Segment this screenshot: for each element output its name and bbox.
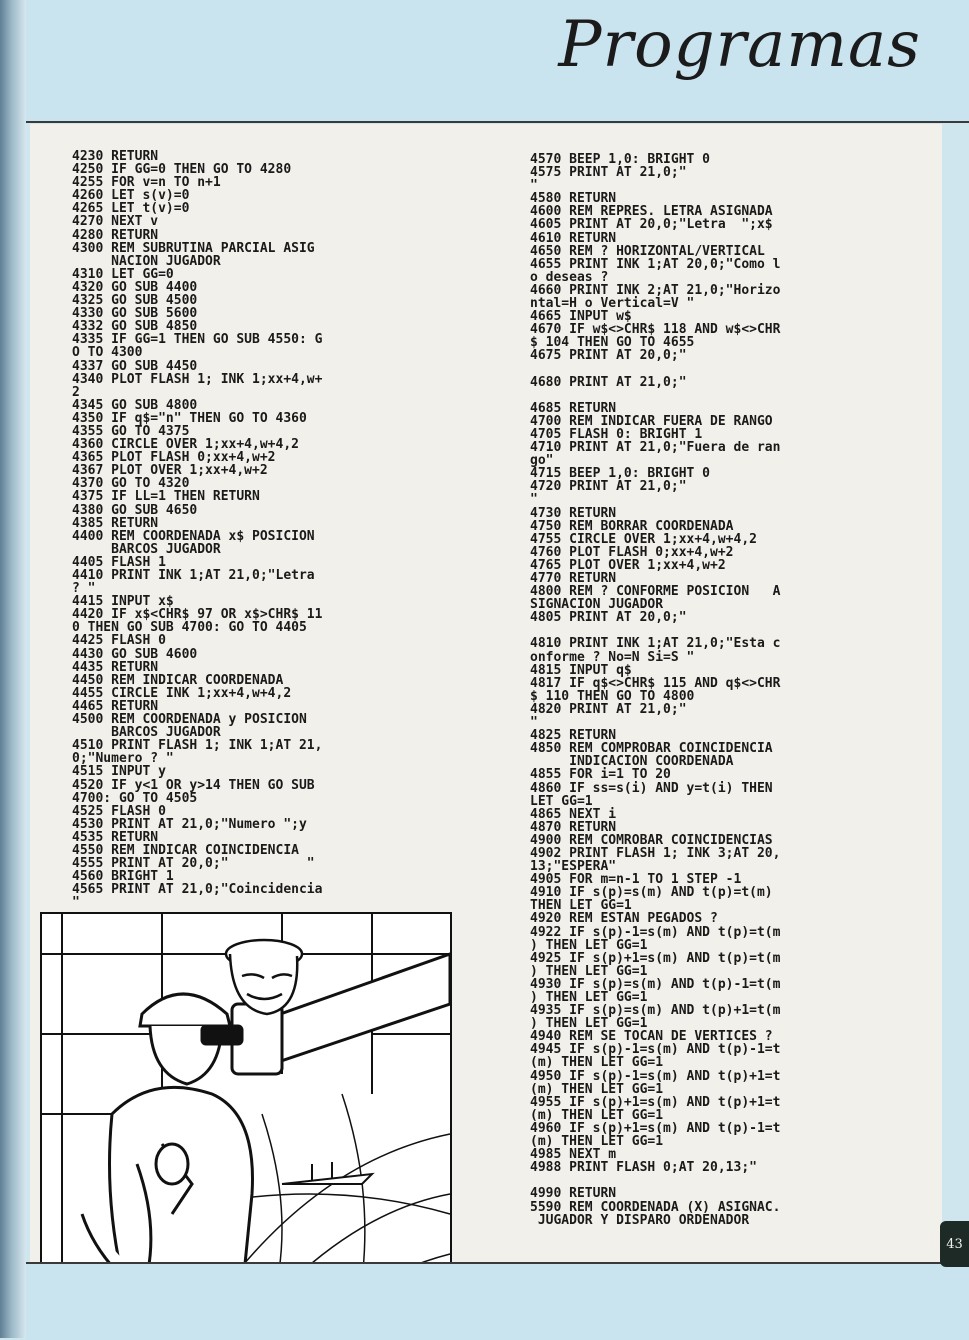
page-footer	[26, 1262, 969, 1340]
code-line: 4500 REM COORDENADA y POSICION	[72, 712, 307, 728]
code-line: 4817 IF q$<>CHR$ 115 AND q$<>CHR	[530, 675, 781, 691]
code-line: 0;"Numero ? "	[72, 751, 174, 767]
code-line: 4530 PRINT AT 21,0;"Numero ";y	[72, 816, 307, 832]
code-line: 4367 PLOT OVER 1;xx+4,w+2	[72, 463, 268, 479]
code-line: 4705 FLASH 0: BRIGHT 1	[530, 426, 703, 442]
code-line: 4580 RETURN	[530, 191, 617, 207]
code-line: (m) THEN LET GG=1	[530, 1055, 664, 1071]
code-line: 4300 REM SUBRUTINA PARCIAL ASIG	[72, 240, 315, 256]
code-line: $ 110 THEN GO TO 4800	[530, 688, 695, 704]
code-line: 4940 REM SE TOCAN DE VERTICES ?	[530, 1029, 773, 1045]
code-line: 4465 RETURN	[72, 698, 159, 714]
code-line: (m) THEN LET GG=1	[530, 1134, 664, 1150]
code-line: 4365 PLOT FLASH 0;xx+4,w+2	[72, 450, 276, 466]
code-line: O TO 4300	[72, 345, 143, 361]
code-line: 4520 IF y<1 OR y>14 THEN GO SUB	[72, 777, 315, 793]
code-line: 4685 RETURN	[530, 400, 617, 416]
code-line: 4905 FOR m=n-1 TO 1 STEP -1	[530, 872, 742, 888]
code-line: 4865 NEXT i	[530, 806, 617, 822]
code-line: 4335 IF GG=1 THEN GO SUB 4550: G	[72, 332, 323, 348]
code-line: 4260 LET s(v)=0	[72, 188, 190, 204]
code-line: JUGADOR Y DISPARO ORDENADOR	[530, 1212, 750, 1228]
code-line: 13;"ESPERA"	[530, 859, 617, 875]
code-line: 4902 PRINT FLASH 1; INK 3;AT 20,	[530, 845, 781, 861]
code-line: 4805 PRINT AT 20,0;"	[530, 610, 687, 626]
code-line: 4950 IF s(p)-1=s(m) AND t(p)+1=t	[530, 1068, 781, 1084]
code-line: 4330 GO SUB 5600	[72, 306, 198, 322]
code-line: 4925 IF s(p)+1=s(m) AND t(p)=t(m	[530, 950, 781, 966]
code-listing-left	[72, 150, 322, 909]
code-line: 4355 GO TO 4375	[72, 423, 190, 439]
code-line: 0 THEN GO SUB 4700: GO TO 4405	[72, 620, 307, 636]
code-line: 4700 REM INDICAR FUERA DE RANGO	[530, 413, 773, 429]
code-line: 4700: GO TO 4505	[72, 790, 198, 806]
code-line: go"	[530, 453, 554, 469]
code-line: 4670 IF w$<>CHR$ 118 AND w$<>CHR	[530, 322, 781, 338]
code-line: 4810 PRINT INK 1;AT 21,0;"Esta c	[530, 636, 781, 652]
code-line: 4375 IF LL=1 THEN RETURN	[72, 489, 260, 505]
code-line: ) THEN LET GG=1	[530, 963, 648, 979]
code-line: 4910 IF s(p)=s(m) AND t(p)=t(m)	[530, 885, 773, 901]
code-line: onforme ? No=N Si=S "	[530, 649, 695, 665]
code-line: 4855 FOR i=1 TO 20	[530, 767, 671, 783]
code-line: o deseas ?	[530, 269, 609, 285]
code-line: 4337 GO SUB 4450	[72, 358, 198, 374]
code-line: 4575 PRINT AT 21,0;"	[530, 165, 687, 181]
code-line: ) THEN LET GG=1	[530, 990, 648, 1005]
code-line: 4400 REM COORDENADA x$ POSICION	[72, 528, 315, 544]
code-line: 4922 IF s(p)-1=s(m) AND t(p)=t(m	[530, 924, 781, 940]
code-line: 4660 PRINT INK 2;AT 21,0;"Horizo	[530, 282, 781, 298]
code-line: 4990 RETURN	[530, 1186, 617, 1202]
code-line: 4435 RETURN	[72, 659, 159, 675]
code-line: 4350 IF q$="n" THEN GO TO 4360	[72, 410, 307, 426]
code-line	[530, 363, 780, 376]
code-line: 4560 BRIGHT 1	[72, 869, 174, 885]
code-line: 4930 IF s(p)=s(m) AND t(p)-1=t(m	[530, 976, 781, 992]
code-line: 4710 PRINT AT 21,0;"Fuera de ran	[530, 440, 781, 456]
code-line: 4380 GO SUB 4650	[72, 502, 198, 518]
code-line: 4525 FLASH 0	[72, 803, 166, 819]
section-title: Programas	[558, 8, 921, 82]
code-line: INDICACION COORDENADA	[530, 754, 734, 770]
code-line: BARCOS JUGADOR	[72, 725, 221, 741]
code-line: "	[530, 715, 538, 731]
code-line: 4665 INPUT w$	[530, 309, 632, 325]
code-line: 4650 REM ? HORIZONTAL/VERTICAL	[530, 243, 765, 259]
code-line: 4340 PLOT FLASH 1; INK 1;xx+4,w+	[72, 371, 323, 387]
page-number: 43	[940, 1221, 969, 1267]
code-line: 4815 INPUT q$	[530, 662, 632, 678]
code-line: 4535 RETURN	[72, 829, 159, 845]
code-line: 4420 IF x$<CHR$ 97 OR x$>CHR$ 11	[72, 607, 323, 623]
header-divider	[26, 121, 969, 123]
code-line: (m) THEN LET GG=1	[530, 1107, 664, 1123]
code-line: 4675 PRINT AT 20,0;"	[530, 348, 687, 364]
code-line: 4510 PRINT FLASH 1; INK 1;AT 21,	[72, 738, 323, 754]
code-line: 4655 PRINT INK 1;AT 20,0;"Como l	[530, 256, 781, 272]
code-line: 4255 FOR v=n TO n+1	[72, 175, 221, 191]
code-line: 4550 REM INDICAR COINCIDENCIA	[72, 842, 299, 858]
code-line: 4715 BEEP 1,0: BRIGHT 0	[530, 466, 711, 482]
code-line: 4360 CIRCLE OVER 1;xx+4,w+4,2	[72, 437, 299, 453]
code-line: THEN LET GG=1	[530, 898, 632, 914]
code-line: 4935 IF s(p)=s(m) AND t(p)+1=t(m	[530, 1003, 781, 1019]
code-line: 4985 NEXT m	[530, 1147, 617, 1163]
code-line: 4870 RETURN	[530, 819, 617, 835]
code-line: 4325 GO SUB 4500	[72, 293, 198, 309]
code-line: ntal=H o Vertical=V "	[530, 296, 695, 312]
code-line: 4415 INPUT x$	[72, 594, 174, 610]
code-line: 4800 REM ? CONFORME POSICION A	[530, 584, 781, 600]
code-line: 4270 NEXT v	[72, 214, 159, 230]
code-line: LET GG=1	[530, 793, 593, 809]
code-line: 4770 RETURN	[530, 571, 617, 586]
code-line: 4680 PRINT AT 21,0;"	[530, 374, 687, 390]
code-line: NACION JUGADOR	[72, 253, 221, 269]
code-line: (m) THEN LET GG=1	[530, 1081, 664, 1097]
code-line: 4425 FLASH 0	[72, 633, 166, 649]
code-line: 4825 RETURN	[530, 728, 617, 744]
code-line: 4332 GO SUB 4850	[72, 319, 198, 335]
code-line: 4730 RETURN	[530, 505, 617, 521]
code-line: 4960 IF s(p)+1=s(m) AND t(p)-1=t	[530, 1120, 781, 1136]
code-line: 4755 CIRCLE OVER 1;xx+4,w+4,2	[530, 531, 757, 547]
code-line: 4605 PRINT AT 20,0;"Letra ";x$	[530, 217, 773, 233]
code-line: "	[530, 492, 538, 508]
code-line: 4455 CIRCLE INK 1;xx+4,w+4,2	[72, 685, 292, 701]
code-line: ? "	[72, 581, 96, 597]
code-line: 4750 REM BORRAR COORDENADA	[530, 518, 734, 534]
code-line: 4310 LET GG=0	[72, 266, 174, 282]
code-line: 4610 RETURN	[530, 230, 617, 246]
code-line: 4720 PRINT AT 21,0;"	[530, 479, 687, 495]
code-line: 4320 GO SUB 4400	[72, 279, 198, 295]
book-spine	[0, 0, 26, 1338]
code-line: 4570 BEEP 1,0: BRIGHT 0	[530, 152, 711, 167]
code-line: 4945 IF s(p)-1=s(m) AND t(p)-1=t	[530, 1042, 781, 1058]
code-line: 4280 RETURN	[72, 227, 159, 243]
code-line: 4250 IF GG=0 THEN GO TO 4280	[72, 162, 292, 178]
code-line: $ 104 THEN GO TO 4655	[530, 335, 695, 351]
code-line: ) THEN LET GG=1	[530, 1016, 648, 1032]
code-line: 4515 INPUT y	[72, 764, 166, 780]
code-line: 4410 PRINT INK 1;AT 21,0;"Letra	[72, 568, 315, 583]
code-line: 4555 PRINT AT 20,0;" "	[72, 856, 315, 872]
code-line: SIGNACION JUGADOR	[530, 597, 664, 613]
code-line: ) THEN LET GG=1	[530, 937, 648, 953]
code-line: 4370 GO TO 4320	[72, 476, 190, 492]
code-line: 4765 PLOT OVER 1;xx+4,w+2	[530, 557, 726, 573]
code-line: 4920 REM ESTAN PEGADOS ?	[530, 911, 718, 927]
code-line: 4600 REM REPRES. LETRA ASIGNADA	[530, 204, 773, 220]
code-line: 4430 GO SUB 4600	[72, 646, 198, 662]
code-line: 4860 IF ss=s(i) AND y=t(i) THEN	[530, 780, 773, 796]
code-line: 4565 PRINT AT 21,0;"Coincidencia	[72, 882, 323, 898]
code-line: 4760 PLOT FLASH 0;xx+4,w+2	[530, 544, 734, 560]
code-line: 4900 REM COMROBAR COINCIDENCIAS	[530, 832, 773, 848]
code-line: 4450 REM INDICAR COORDENADA	[72, 672, 284, 688]
code-line: 2	[72, 384, 80, 400]
code-line: 4230 RETURN	[72, 149, 159, 164]
code-line: "	[530, 178, 538, 194]
code-line: BARCOS JUGADOR	[72, 541, 221, 557]
code-line: 4820 PRINT AT 21,0;"	[530, 701, 687, 717]
code-line: 4265 LET t(v)=0	[72, 201, 190, 217]
code-listing-right	[530, 153, 780, 1227]
code-line: 5590 REM COORDENADA (X) ASIGNAC.	[530, 1199, 781, 1215]
code-line: 4850 REM COMPROBAR COINCIDENCIA	[530, 741, 773, 757]
code-line: 4988 PRINT FLASH 0;AT 20,13;"	[530, 1160, 757, 1176]
code-line: 4405 FLASH 1	[72, 554, 166, 570]
code-line	[530, 389, 780, 402]
code-line: 4955 IF s(p)+1=s(m) AND t(p)+1=t	[530, 1094, 781, 1110]
code-line: 4345 GO SUB 4800	[72, 397, 198, 413]
code-line: 4385 RETURN	[72, 515, 159, 531]
code-line: "	[72, 895, 80, 911]
